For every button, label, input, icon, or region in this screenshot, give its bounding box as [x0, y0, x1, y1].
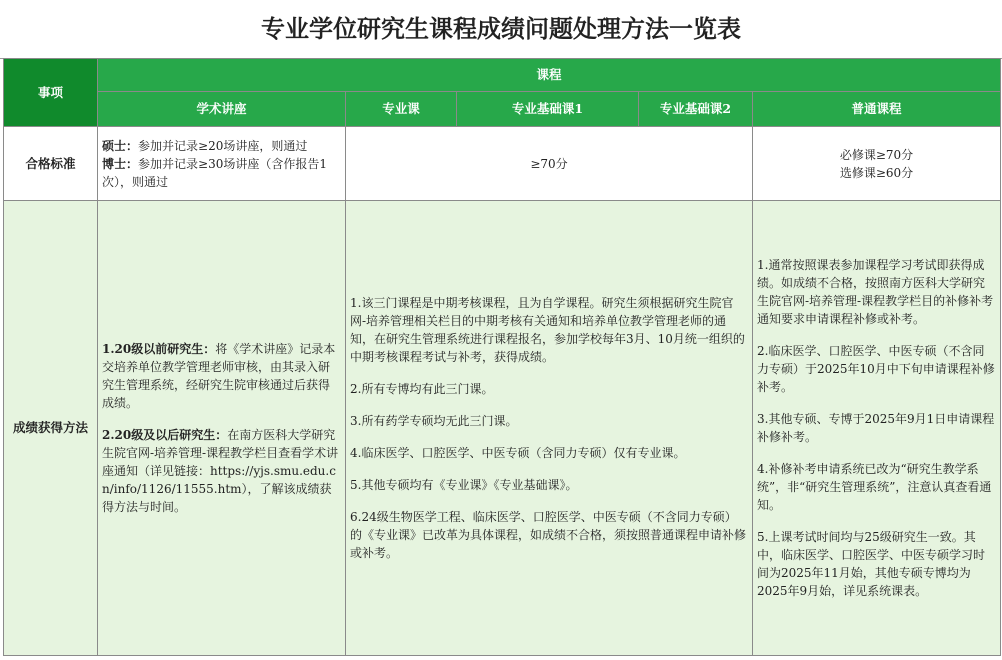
pass-general-cell — [753, 127, 1001, 201]
col-header-general: 普通课程 — [753, 92, 1001, 127]
required-course-standard: 必修课≥70分 — [839, 147, 914, 162]
midterm-note-5: 5.其他专硕均有《专业课》《专业基础课》。 — [350, 478, 578, 492]
elective-course-standard: 选修课≥60分 — [839, 165, 914, 180]
grade-lecture-cell — [98, 201, 346, 656]
midterm-note-2: 2.所有专博均有此三门课。 — [350, 382, 494, 396]
doctor-label: 博士： — [102, 156, 139, 171]
item-header: 事项 — [4, 59, 98, 127]
lecture-method-1: 1.20级以前研究生：将《学术讲座》记录本交培养单位教学管理老师审核，由其录入研究生管理系统，经研究生院审核通过后获得成绩。 — [102, 342, 336, 410]
pass-standard-label: 合格标准 — [4, 127, 98, 201]
grade-midterm-cell — [346, 201, 753, 656]
grade-method-label: 成绩获得方法 — [4, 201, 98, 656]
pass-midterm-cell: ≥70分 — [346, 127, 753, 201]
midterm-note-4: 4.临床医学、口腔医学、中医专硕（含同力专硕）仅有专业课。 — [350, 446, 686, 460]
general-note-1: 1.通常按照课表参加课程学习考试即获得成绩。如成绩不合格，按照南方医科大学研究生院官网-培养管理-课程教学栏目的补修补考通知要求申请课程补修或补考。 — [757, 258, 994, 326]
pass-lecture-cell — [98, 127, 346, 201]
col-header-lecture: 学术讲座 — [98, 92, 346, 127]
grade-general-cell — [753, 201, 1001, 656]
general-note-4: 4.补修补考申请系统已改为“研究生教学系统”，非“研究生管理系统”，注意认真查看通知。 — [757, 462, 992, 512]
col-header-basic1: 专业基础课1 — [457, 92, 639, 127]
course-group-header: 课程 — [98, 59, 1001, 92]
col-header-basic2: 专业基础课2 — [639, 92, 753, 127]
master-text: 参加并记录≥20场讲座，则通过 — [138, 138, 308, 153]
lecture-method-2: 2.20级及以后研究生：在南方医科大学研究生院官网-培养管理-课程教学栏目查看学术讲座通知（详见链接：https://yjs.smu.edu.cn/info/1126/11555.htm），了解该成绩获得方法与时间。 — [102, 428, 339, 514]
master-label: 硕士： — [102, 138, 139, 153]
midterm-note-6: 6.24级生物医学工程、临床医学、口腔医学、中医专硕（不含同力专硕）的《专业课》已改革为具体课程，如成绩不合格，须按照普通课程申请补修或补考。 — [350, 510, 747, 560]
general-note-2: 2.临床医学、口腔医学、中医专硕（不含同力专硕）于2025年10月中下旬申请课程补修补考。 — [757, 344, 995, 394]
midterm-note-1: 1.该三门课程是中期考核课程，且为自学课程。研究生须根据研究生院官网-培养管理相关栏目的中期考核有关通知和培养单位教学管理老师的通知，在研究生管理系统进行课程报名，参加学校每年3月、10月统一组织的中期考核课程考试与补考，获得成绩。 — [350, 296, 745, 364]
course-grade-table — [3, 58, 1001, 656]
page-title: 专业学位研究生课程成绩问题处理方法一览表 — [0, 0, 1002, 59]
doctor-text: 参加并记录≥30场讲座（含作报告1次），则通过 — [102, 156, 327, 189]
midterm-note-3: 3.所有药学专硕均无此三门课。 — [350, 414, 518, 428]
general-note-3: 3.其他专硕、专博于2025年9月1日申请课程补修补考。 — [757, 412, 995, 444]
general-note-5: 5.上课考试时间均与25级研究生一致。其中，临床医学、口腔医学、中医专硕学习时间为2025年11月始，其他专硕专博均为2025年9月始，详见系统课表。 — [757, 530, 986, 598]
col-header-major: 专业课 — [346, 92, 457, 127]
